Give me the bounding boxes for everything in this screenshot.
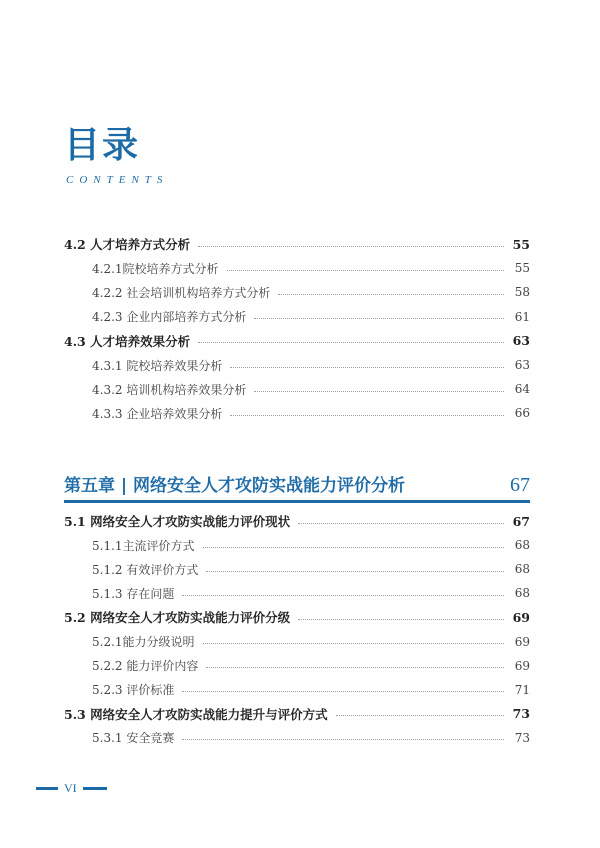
- toc-entry-page: 58: [514, 285, 530, 300]
- toc-entry-label: 4.3.2 培训机构培养效果分析: [92, 382, 247, 397]
- toc-entry-label: 4.3.3 企业培养效果分析: [92, 406, 223, 421]
- toc-leader-dots: [182, 691, 504, 692]
- toc-entry-label: 5.2.3 评价标准: [92, 683, 175, 698]
- toc-entry-page: 66: [514, 406, 530, 421]
- toc-entry-page: 68: [514, 562, 530, 577]
- toc-subsection-entry[interactable]: [92, 401, 530, 425]
- toc-section-entry[interactable]: [64, 605, 530, 629]
- page-title: 目录: [64, 125, 141, 166]
- toc-entry-label: 4.2.3 企业内部培养方式分析: [92, 310, 247, 325]
- footer-bar-right: [83, 787, 107, 790]
- toc-leader-dots: [254, 391, 504, 392]
- toc-entry-label: 5.1 网络安全人才攻防实战能力评价现状: [64, 514, 291, 529]
- footer-page-number: VI: [64, 780, 77, 795]
- toc-entry-label: 4.3 人才培养效果分析: [64, 333, 191, 349]
- toc-subsection-entry[interactable]: [92, 305, 530, 329]
- page-footer: [36, 780, 107, 796]
- toc-subsection-entry[interactable]: [92, 353, 530, 377]
- toc-entry-page: 67: [512, 513, 530, 529]
- toc-entry-label: 5.3.1 安全竞赛: [92, 731, 175, 746]
- toc-entry-page: 68: [514, 586, 530, 601]
- chapter-title: 第五章 | 网络安全人才攻防实战能力评价分析: [64, 476, 406, 496]
- toc-entry-label: 4.3.1 院校培养效果分析: [92, 358, 223, 373]
- toc-section-entry[interactable]: [64, 329, 530, 353]
- toc-entry-page: 69: [514, 658, 530, 673]
- toc-subsection-entry[interactable]: [92, 581, 530, 605]
- toc-leader-dots: [198, 342, 504, 343]
- toc-leader-dots: [298, 523, 504, 524]
- toc-subsection-entry[interactable]: [92, 256, 530, 280]
- toc-leader-dots: [203, 643, 504, 644]
- toc-subsection-entry[interactable]: [92, 557, 530, 581]
- toc-subsection-entry[interactable]: [92, 654, 530, 678]
- toc-section-entry[interactable]: [64, 702, 530, 726]
- toc-entry-label: 4.2.2 社会培训机构培养方式分析: [92, 285, 271, 300]
- toc-leader-dots: [198, 246, 504, 247]
- toc-entry-label: 5.1.2 有效评价方式: [92, 562, 199, 577]
- toc-subsection-entry[interactable]: [92, 726, 530, 750]
- toc-entry-page: 69: [512, 609, 530, 625]
- toc-leader-dots: [182, 739, 504, 740]
- toc-entry-label: 5.2 网络安全人才攻防实战能力评价分级: [64, 610, 291, 626]
- toc-leader-dots: [206, 667, 504, 668]
- toc-section-entry[interactable]: [64, 509, 530, 533]
- toc-subsection-entry[interactable]: [92, 280, 530, 304]
- toc-leader-dots: [227, 270, 504, 271]
- toc-leader-dots: [254, 318, 504, 319]
- toc-leader-dots: [336, 715, 504, 716]
- toc-leader-dots: [182, 595, 504, 596]
- toc-leader-dots: [203, 547, 504, 548]
- toc-entry-label: 5.1.1主流评价方式: [92, 538, 195, 553]
- toc-subsection-entry[interactable]: [92, 533, 530, 557]
- chapter-heading[interactable]: [64, 470, 530, 503]
- toc-section-entry[interactable]: [64, 232, 530, 256]
- toc-entry-label: 5.1.3 存在问题: [92, 586, 175, 601]
- toc-entry-page: 55: [514, 261, 530, 276]
- toc-subsection-entry[interactable]: [92, 678, 530, 702]
- toc-entry-label: 5.2.2 能力评价内容: [92, 659, 199, 674]
- footer-bar-left: [36, 787, 58, 790]
- toc-entry-page: 73: [514, 730, 530, 745]
- toc-entry-page: 69: [514, 634, 530, 649]
- toc-leader-dots: [278, 294, 504, 295]
- toc-entry-page: 68: [514, 538, 530, 553]
- page-subtitle: CONTENTS: [66, 174, 169, 186]
- toc-entry-page: 71: [514, 682, 530, 697]
- toc-leader-dots: [230, 415, 504, 416]
- toc-subsection-entry[interactable]: [92, 377, 530, 401]
- toc-entry-page: 55: [512, 236, 530, 252]
- toc-entry-page: 64: [514, 382, 530, 397]
- toc-subsection-entry[interactable]: [92, 630, 530, 654]
- toc-entry-label: 4.2.1院校培养方式分析: [92, 261, 219, 276]
- chapter-page-number: 67: [510, 474, 530, 496]
- toc-entry-label: 5.3 网络安全人才攻防实战能力提升与评价方式: [64, 706, 328, 722]
- toc-entry-page: 63: [514, 358, 530, 372]
- toc-entry-page: 63: [512, 333, 530, 349]
- toc-entry-page: 73: [512, 706, 530, 722]
- toc-leader-dots: [298, 619, 504, 620]
- toc-entry-label: 4.2 人才培养方式分析: [64, 237, 191, 252]
- toc-leader-dots: [206, 571, 504, 572]
- toc-entry-label: 5.2.1能力分级说明: [92, 635, 195, 649]
- toc-entry-page: 61: [514, 309, 530, 324]
- toc-leader-dots: [230, 367, 504, 368]
